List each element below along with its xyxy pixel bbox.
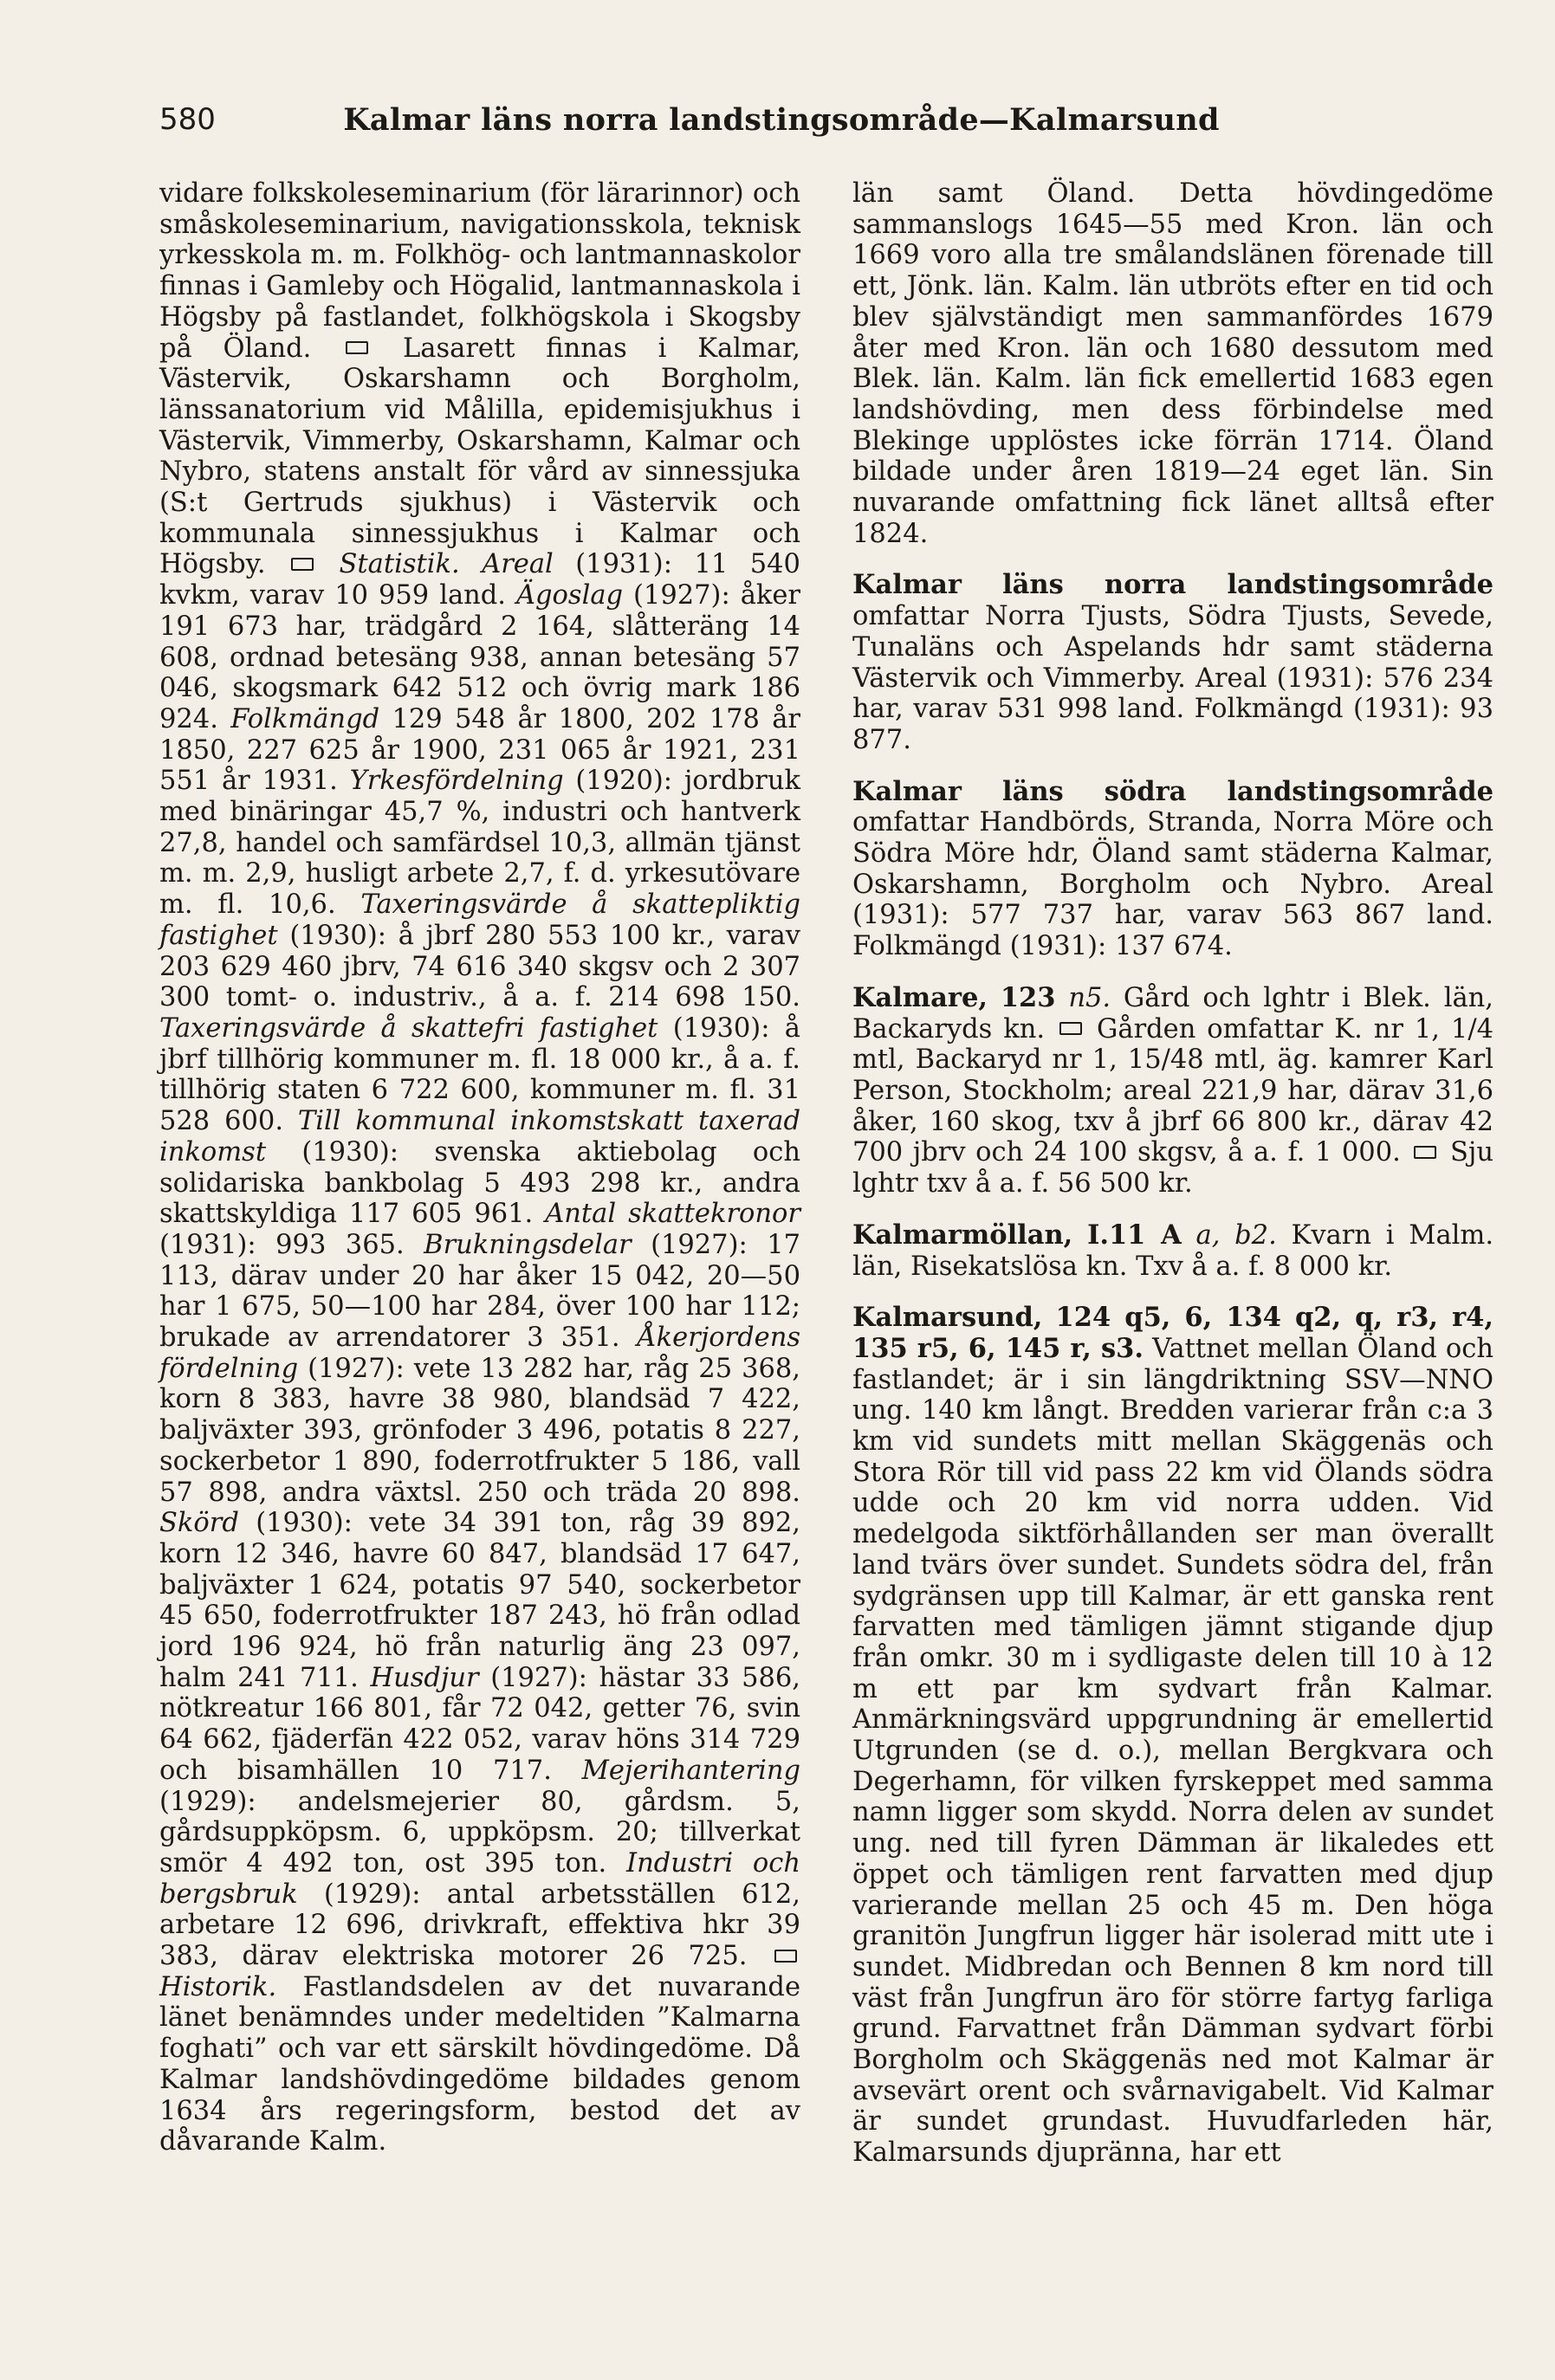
- text-kalmare-2: Gården omfattar K. nr 1, 1/4 mtl, Backaryd nr 1, 15/48 mtl, äg. kamrer Karl Person, Stockholm; areal 221,9 har, därav 31,6 åker, 160 skog, txv å jbrf 66 800 kr., därav 42 700 jbrv och 24 100 skgsv, å a. f. 1 000.: [852, 1013, 1493, 1168]
- keyword-inkomst: Till kommunal inkomstskatt taxerad inkomst: [159, 1106, 800, 1167]
- keyword-taxeringsvarde-skattepliktig: Taxeringsvärde å skattepliktig fastighet: [159, 889, 800, 951]
- keyword-areal: Areal: [482, 549, 554, 580]
- left-column: [159, 178, 800, 2178]
- map-ref-kalmarmollan: I.11 A: [1087, 1219, 1182, 1251]
- keyword-folkmangd: Folkmängd: [230, 703, 380, 734]
- paragraph-historik-continued: [852, 178, 1493, 549]
- text-education: vidare folkskoleseminarium (för lärarinnor) och småskoleseminarium, navigationsskola, teknisk yrkesskola m. m. Folkhög- och lantmannaskolor finnas i Gamleby och Högalid, lantmannaskola i Högsby på fastlandet, folkhögskola i Skogsby på Öland.: [159, 178, 800, 364]
- text-husdjur: (1927): hästar 33 586, nötkreatur 166 801, får 72 042, getter 76, svin 64 662, fjäderfän 422 052, varav höns 314 729 och bisamhällen 10 717.: [159, 1662, 800, 1786]
- paragraph-education-health: [159, 178, 800, 2157]
- headword-kalmarmollan: Kalmarmöllan,: [852, 1219, 1073, 1251]
- text-mejerihantering: (1929): andelsmejerier 80, gårdsm. 5, gårdsuppköpsm. 6, uppköpsm. 20; tillverkat smör 4 492 ton, ost 395 ton.: [159, 1786, 800, 1879]
- text-skord: (1930): vete 34 391 ton, råg 39 892, korn 12 346, havre 60 847, blandsäd 17 647, baljväxter 1 624, potatis 97 540, sockerbetor 45 650, foderrotfrukter 187 243, hö från odlad jord 196 924, hö från naturlig äng 23 097, halm 241 711.: [159, 1508, 800, 1693]
- entry-norra-landstingsomrade: [852, 570, 1493, 755]
- section-mark-icon: [291, 558, 314, 571]
- map-ref-kalmarsund: 124 q5, 6, 134 q2, q, r3, r4, 135 r5, 6, 145 r, s3.: [852, 1302, 1493, 1364]
- text-areal: (1931): 11 540 kvkm, varav 10 959 land.: [159, 549, 800, 611]
- section-mark-icon: [774, 1950, 797, 1963]
- text-brukningsdelar: (1927): 17 113, därav under 20 har åker 15 042, 20—50 har 1 675, 50—100 har 284, över 100 har 112; brukade av arrendatorer 3 351.: [159, 1229, 801, 1354]
- map-grid-kalmare: n5.: [1068, 982, 1111, 1013]
- text-sodra: omfattar Handbörds, Stranda, Norra Möre och Södra Möre hdr, Öland samt städerna Kalmar, Oskarshamn, Borgholm och Nybro. Areal (1931): 577 737 har, varav 563 867 land. Folkmängd (1931): 137 674.: [852, 807, 1493, 962]
- keyword-yrkesfordelning: Yrkesfördelning: [349, 766, 564, 797]
- keyword-agoslag: Ägoslag: [516, 580, 624, 611]
- text-kalmare-1: Gård och lghtr i Blek. län, Backaryds kn.: [852, 982, 1493, 1044]
- map-grid-kalmarmollan: a, b2.: [1195, 1219, 1277, 1251]
- map-ref-kalmare: 123: [1000, 981, 1056, 1013]
- keyword-skord: Skörd: [159, 1508, 239, 1539]
- text-taxeringsvarde-skattepliktig: (1930): å jbrf 280 553 100 kr., varav 203 629 460 jbrv, 74 616 340 skgsv och 2 307 300 tomt- o. industriv., å a. f. 214 698 150.: [159, 920, 800, 1013]
- text-historik: Fastlandsdelen av det nuvarande länet benämndes under medeltiden ”Kalmarna foghati” och var ett särskilt hövdingedöme. Då Kalmar landshövdingedöme bildades genom 1634 års regeringsform, bestod det av dåvarande Kalm.: [159, 1971, 800, 2157]
- text-hospitals: Lasarett finnas i Kalmar, Västervik, Oskarshamn och Borgholm, länssanatorium vid Målilla, epidemisjukhus i Västervik, Vimmerby, Oskarshamn, Kalmar och Nybro, statens anstalt för vård av sinnessjuka (S:t Gertruds sjukhus) i Västervik och kommunala sinnessjukhus i Kalmar och Högsby.: [159, 333, 800, 580]
- section-mark-icon: [346, 341, 368, 354]
- headword-sodra: Kalmar läns södra landstingsområde: [852, 775, 1493, 807]
- keyword-brukningsdelar: Brukningsdelar: [424, 1229, 632, 1260]
- text-kalmare-3: Sju lghtr txv å a. f. 56 500 kr.: [852, 1137, 1494, 1200]
- keyword-statistik: Statistik.: [339, 549, 460, 580]
- keyword-husdjur: Husdjur: [370, 1662, 479, 1693]
- text-akerjordens-fordelning: (1927): vete 13 282 har, råg 25 368, korn 8 383, havre 38 980, blandsäd 7 422, baljväxter 393, grönfoder 3 496, potatis 8 227, sockerbetor 1 890, foderrotfrukter 5 186, vall 57 898, andra växtsl. 250 och träda 20 898.: [159, 1353, 800, 1508]
- keyword-historik: Historik.: [159, 1971, 277, 2002]
- text-folkmangd: 129 548 år 1800, 202 178 år 1850, 227 625 år 1900, 231 065 år 1921, 231 551 år 1931.: [159, 703, 800, 797]
- keyword-industri: Industri och bergsbruk: [159, 1847, 800, 1910]
- keyword-skattekronor: Antal skattekronor: [545, 1199, 800, 1230]
- entry-kalmarsund: [852, 1303, 1493, 2169]
- text-industri: (1929): antal arbetsställen 612, arbetare 12 696, drivkraft, effektiva hkr 39 383, därav elektriska motorer 26 725.: [159, 1879, 800, 1972]
- running-title: Kalmar läns norra landstingsområde—Kalmarsund: [343, 102, 1220, 138]
- text-kalmarsund: Vattnet mellan Öland och fastlandet; är i sin längdriktning SSV—NNO ung. 140 km långt. Bredden varierar från c:a 3 km vid sundets mitt mellan Skäggenäs och Stora Rör till vid pass 22 km vid Ölands södra udde och 20 km vid norra udden. Vid medelgoda siktförhållanden ser man överallt land tvärs över sundet. Sundets södra del, från sydgränsen upp till Kalmar, är ett ganska rent farvatten med tämligen jämnt stigande djup från omkr. 30 m i sydligaste delen till 10 à 12 m ett par km sydvart från Kalmar. Anmärkningsvärd uppgrundning är emellertid Utgrunden (se d. o.), mellan Bergkvara och Degerhamn, för vilken fyrskeppet med samma namn ligger som skydd. Norra delen av sundet ung. ned till fyren Dämman är likaledes ett öppet och tämligen rent farvatten med djup varierande mellan 25 och 45 m. Den höga granitön Jungfrun ligger här isolerad mitt ute i sundet. Midbredan och Bennen 8 km nord till väst från Jungfrun äro för större fartyg farliga grund. Farvattnet från Dämman sydvart förbi Borgholm och Skäggenäs ned mot Kalmar är avsevärt orent och svårnavigabelt. Vid Kalmar är sundet grundast. Huvudfarleden här, Kalmarsunds djupränna, har ett: [852, 1333, 1494, 2169]
- keyword-taxeringsvarde-skattefri: Taxeringsvärde å skattefri fastighet: [159, 1012, 658, 1044]
- text-skattekronor: (1931): 993 365.: [159, 1229, 405, 1260]
- keyword-mejerihantering: Mejerihantering: [581, 1755, 800, 1786]
- text-agoslag: (1927): åker 191 673 har, trädgård 2 164, slåtteräng 14 608, ordnad betesäng 938, annan betesäng 57 046, skogsmark 642 512 och övrig mark 186 924.: [159, 580, 801, 734]
- right-column: [852, 178, 1493, 2189]
- text-norra: omfattar Norra Tjusts, Södra Tjusts, Sevede, Tunaläns och Aspelands hdr samt städerna Västervik och Vimmerby. Areal (1931): 576 234 har, varav 531 998 land. Folkmängd (1931): 93 877.: [852, 601, 1493, 755]
- headword-kalmare: Kalmare,: [852, 981, 988, 1013]
- page-number: 580: [159, 102, 216, 137]
- entry-sodra-landstingsomrade: [852, 777, 1493, 962]
- text-kalmarmollan: Kvarn i Malm. län, Risekatslösa kn. Txv å a. f. 8 000 kr.: [852, 1219, 1494, 1282]
- page-header: [159, 102, 1403, 154]
- section-mark-icon: [1059, 1022, 1082, 1035]
- section-mark-icon: [1414, 1146, 1436, 1159]
- text-historik-continued: län samt Öland. Detta hövdingedöme sammanslogs 1645—55 med Kron. län och 1669 voro alla tre smålandslänen förenade till ett, Jönk. län. Kalm. län utbröts efter en tid och blev självständigt men sammanfördes 1679 åter med Kron. län och 1680 dessutom med Blek. län. Kalm. län fick emellertid 1683 egen landshövding, men dess förbindelse med Blekinge upplöstes icke förrän 1714. Öland bildade under åren 1819—24 eget län. Sin nuvarande omfattning fick länet alltså efter 1824.: [852, 178, 1493, 549]
- headword-kalmarsund: Kalmarsund,: [852, 1302, 1043, 1334]
- text-taxeringsvarde-skattefri: (1930): å jbrf tillhörig kommuner m. fl. 18 000 kr., å a. f. tillhörig staten 6 722 600, kommuner m. fl. 31 528 600.: [159, 1012, 800, 1137]
- entry-kalmarmollan: [852, 1220, 1493, 1282]
- text-yrkesfordelning: (1920): jordbruk med binäringar 45,7 %, industri och hantverk 27,8, handel och samfärdsel 10,3, allmän tjänst m. m. 2,9, husligt arbete 2,7, f. d. yrkesutövare m. fl. 10,6.: [159, 766, 800, 921]
- text-inkomst: (1930): svenska aktiebolag och solidariska bankbolag 5 493 298 kr., andra skattskyldiga 117 605 961.: [159, 1136, 800, 1230]
- entry-kalmare: [852, 983, 1493, 1200]
- keyword-akerjordens-fordelning: Åkerjordens fördelning: [159, 1323, 800, 1384]
- headword-norra: Kalmar läns norra landstingsområde: [852, 569, 1493, 601]
